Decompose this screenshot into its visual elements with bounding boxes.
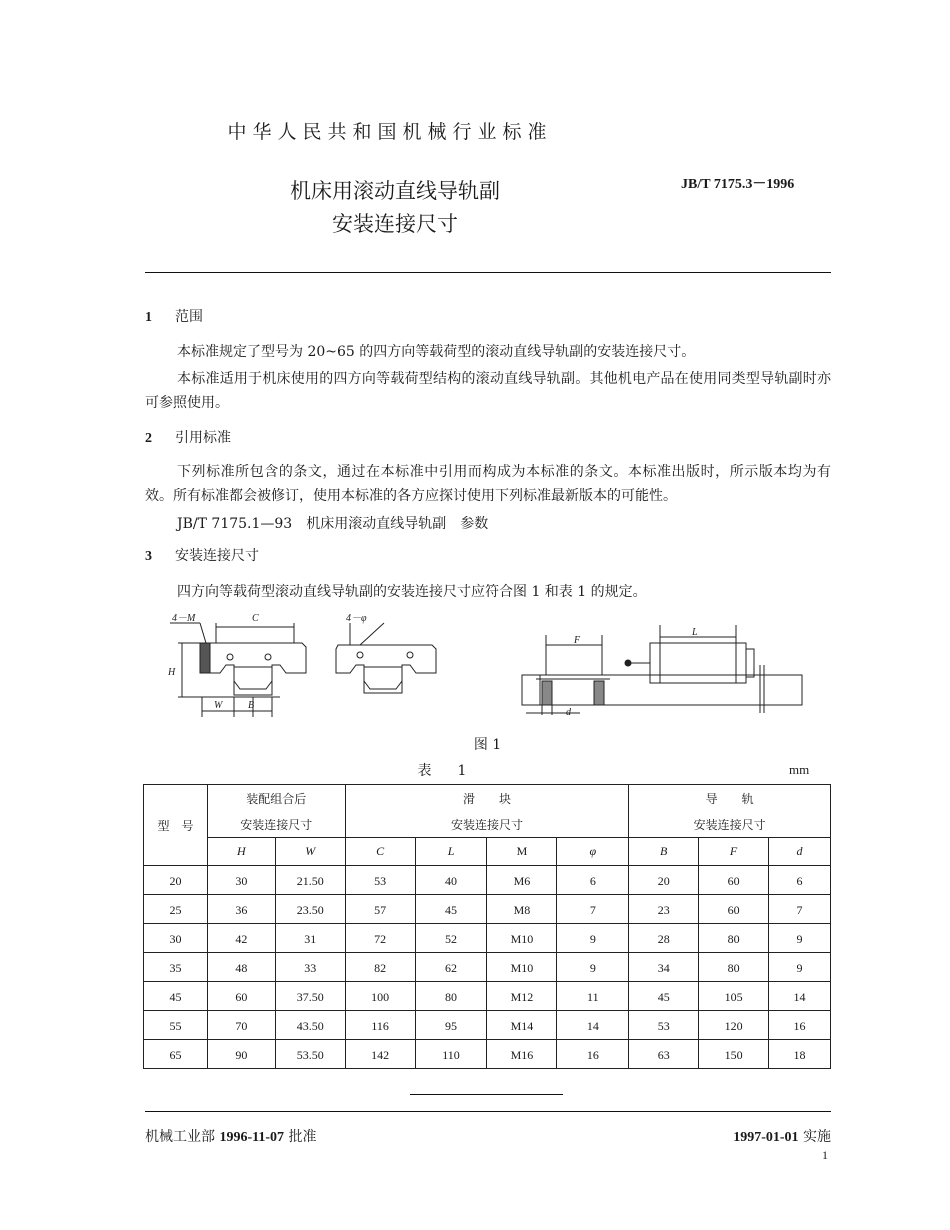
value-cell: M16 [487, 1040, 557, 1069]
label-b: B [248, 700, 255, 711]
value-cell: M12 [487, 982, 557, 1011]
document-title: 机床用滚动直线导轨副 [290, 179, 500, 203]
section-number: 2 [145, 431, 152, 446]
table-row [144, 982, 831, 1011]
value-cell: 36 [207, 895, 275, 924]
table-row [144, 953, 831, 982]
model-cell: 20 [144, 866, 208, 895]
table-unit: mm [789, 762, 810, 777]
value-cell: 40 [415, 866, 487, 895]
issuer: 机械工业部 [145, 1129, 215, 1145]
value-cell: 80 [415, 982, 487, 1011]
value-cell: 9 [769, 924, 831, 953]
value-cell: 48 [207, 953, 275, 982]
header-group-slider-sub: 安装连接尺寸 [345, 811, 629, 838]
referenced-standard: JB/T 7175.1—93 机床用滚动直线导轨副 参数 [177, 516, 489, 532]
table-row [144, 895, 831, 924]
value-cell: M8 [487, 895, 557, 924]
footer-divider [145, 1111, 831, 1112]
model-cell: 45 [144, 982, 208, 1011]
value-cell: 150 [699, 1040, 769, 1069]
label-4-m: 4－M [172, 613, 196, 624]
value-cell: 6 [769, 866, 831, 895]
value-cell: 80 [699, 953, 769, 982]
value-cell: 45 [415, 895, 487, 924]
model-cell: 55 [144, 1011, 208, 1040]
value-cell: 70 [207, 1011, 275, 1040]
value-cell: 23.50 [275, 895, 345, 924]
value-cell: M14 [487, 1011, 557, 1040]
value-cell: 9 [769, 953, 831, 982]
value-cell: 60 [207, 982, 275, 1011]
value-cell: 21.50 [275, 866, 345, 895]
value-cell: 14 [769, 982, 831, 1011]
value-cell: 42 [207, 924, 275, 953]
label-4-phi: 4－φ [346, 613, 367, 624]
value-cell: 33 [275, 953, 345, 982]
value-cell: 53 [345, 866, 415, 895]
table-row [144, 866, 831, 895]
section-1-heading [145, 306, 203, 326]
section-2-heading [145, 427, 231, 447]
column-header: φ [557, 838, 629, 866]
section-title: 引用标准 [175, 430, 231, 446]
implementation-date: 1997-01-01 [733, 1130, 799, 1145]
section-2-paragraph-1: 下列标准所包含的条文，通过在本标准中引用而构成为本标准的条文。本标准出版时，所示版本均为有效。所有标准都会被修订，使用本标准的各方应探讨使用下列标准最新版本的可能性。 [145, 464, 831, 504]
value-cell: 14 [557, 1011, 629, 1040]
label-l: L [692, 627, 698, 638]
value-cell: 28 [629, 924, 699, 953]
value-cell: 16 [769, 1011, 831, 1040]
header-group-assembly: 装配组合后 [207, 785, 345, 812]
column-header: M [487, 838, 557, 866]
value-cell: 60 [699, 866, 769, 895]
column-header: C [345, 838, 415, 866]
value-cell: 80 [699, 924, 769, 953]
value-cell: 53 [629, 1011, 699, 1040]
approve-date: 1996-11-07 [219, 1130, 285, 1145]
end-mark-line [410, 1094, 563, 1095]
value-cell: 18 [769, 1040, 831, 1069]
value-cell: 30 [207, 866, 275, 895]
section-number: 1 [145, 310, 152, 325]
model-cell: 35 [144, 953, 208, 982]
model-cell: 30 [144, 924, 208, 953]
value-cell: 34 [629, 953, 699, 982]
header-model: 型 号 [144, 785, 208, 866]
section-title: 安装连接尺寸 [175, 548, 259, 564]
value-cell: 37.50 [275, 982, 345, 1011]
section-1-paragraph-1: 本标准规定了型号为 20~65 的四方向等载荷型的滚动直线导轨副的安装连接尺寸。 [177, 344, 696, 360]
approval-info [145, 1126, 316, 1146]
standard-code: JB/T 7175.3－1996 [681, 177, 795, 192]
value-cell: 11 [557, 982, 629, 1011]
value-cell: 116 [345, 1011, 415, 1040]
value-cell: 23 [629, 895, 699, 924]
document-subtitle: 安装连接尺寸 [332, 212, 458, 236]
column-header: H [207, 838, 275, 866]
column-header: W [275, 838, 345, 866]
page-number: 1 [822, 1148, 828, 1162]
value-cell: 82 [345, 953, 415, 982]
value-cell: M10 [487, 953, 557, 982]
figure-caption: 图 1 [473, 737, 502, 753]
header-group-slider: 滑 块 [345, 785, 629, 812]
value-cell: 16 [557, 1040, 629, 1069]
value-cell: 95 [415, 1011, 487, 1040]
column-header: d [769, 838, 831, 866]
value-cell: 52 [415, 924, 487, 953]
table-row [144, 1011, 831, 1040]
model-cell: 65 [144, 1040, 208, 1069]
value-cell: 60 [699, 895, 769, 924]
column-header: F [699, 838, 769, 866]
value-cell: 63 [629, 1040, 699, 1069]
table-row [144, 1040, 831, 1069]
value-cell: 57 [345, 895, 415, 924]
value-cell: 120 [699, 1011, 769, 1040]
implementation-info [733, 1126, 831, 1146]
value-cell: 142 [345, 1040, 415, 1069]
value-cell: 6 [557, 866, 629, 895]
model-cell: 25 [144, 895, 208, 924]
value-cell: 31 [275, 924, 345, 953]
section-3-heading [145, 545, 259, 565]
value-cell: 20 [629, 866, 699, 895]
label-d: d [566, 707, 571, 718]
value-cell: 72 [345, 924, 415, 953]
value-cell: M6 [487, 866, 557, 895]
value-cell: 7 [769, 895, 831, 924]
section-title: 范围 [175, 309, 203, 325]
label-f: F [574, 635, 581, 646]
approve-word: 批准 [288, 1129, 317, 1145]
label-h: H [168, 667, 176, 678]
header-divider [145, 272, 831, 273]
value-cell: 110 [415, 1040, 487, 1069]
section-number: 3 [145, 549, 152, 564]
value-cell: 105 [699, 982, 769, 1011]
value-cell: 43.50 [275, 1011, 345, 1040]
front-view-phi-holes [336, 623, 436, 693]
value-cell: 90 [207, 1040, 275, 1069]
implementation-word: 实施 [803, 1129, 831, 1145]
label-c: C [252, 613, 259, 624]
issuing-organization: 中华人民共和国机械行业标准 [227, 121, 553, 143]
table-row [144, 924, 831, 953]
value-cell: 100 [345, 982, 415, 1011]
value-cell: 62 [415, 953, 487, 982]
column-header: B [629, 838, 699, 866]
header-group-rail-sub: 安装连接尺寸 [629, 811, 831, 838]
section-3-paragraph-1: 四方向等载荷型滚动直线导轨副的安装连接尺寸应符合图 1 和表 1 的规定。 [177, 584, 647, 600]
value-cell: 45 [629, 982, 699, 1011]
column-header: L [415, 838, 487, 866]
value-cell: 9 [557, 924, 629, 953]
front-view-m-holes [170, 623, 306, 717]
dimension-table [143, 784, 831, 1069]
value-cell: 7 [557, 895, 629, 924]
label-w: W [214, 700, 223, 711]
section-1-paragraph-2: 本标准适用于机床使用的四方向等载荷型结构的滚动直线导轨副。其他机电产品在使用同类型导轨副时亦可参照使用。 [145, 371, 831, 411]
header-group-rail: 导 轨 [629, 785, 831, 812]
figure-1-drawing [160, 605, 820, 720]
header-group-assembly-sub: 安装连接尺寸 [207, 811, 345, 838]
value-cell: 53.50 [275, 1040, 345, 1069]
value-cell: M10 [487, 924, 557, 953]
table-caption: 表 1 [417, 763, 473, 779]
side-section-view [522, 625, 802, 715]
value-cell: 9 [557, 953, 629, 982]
